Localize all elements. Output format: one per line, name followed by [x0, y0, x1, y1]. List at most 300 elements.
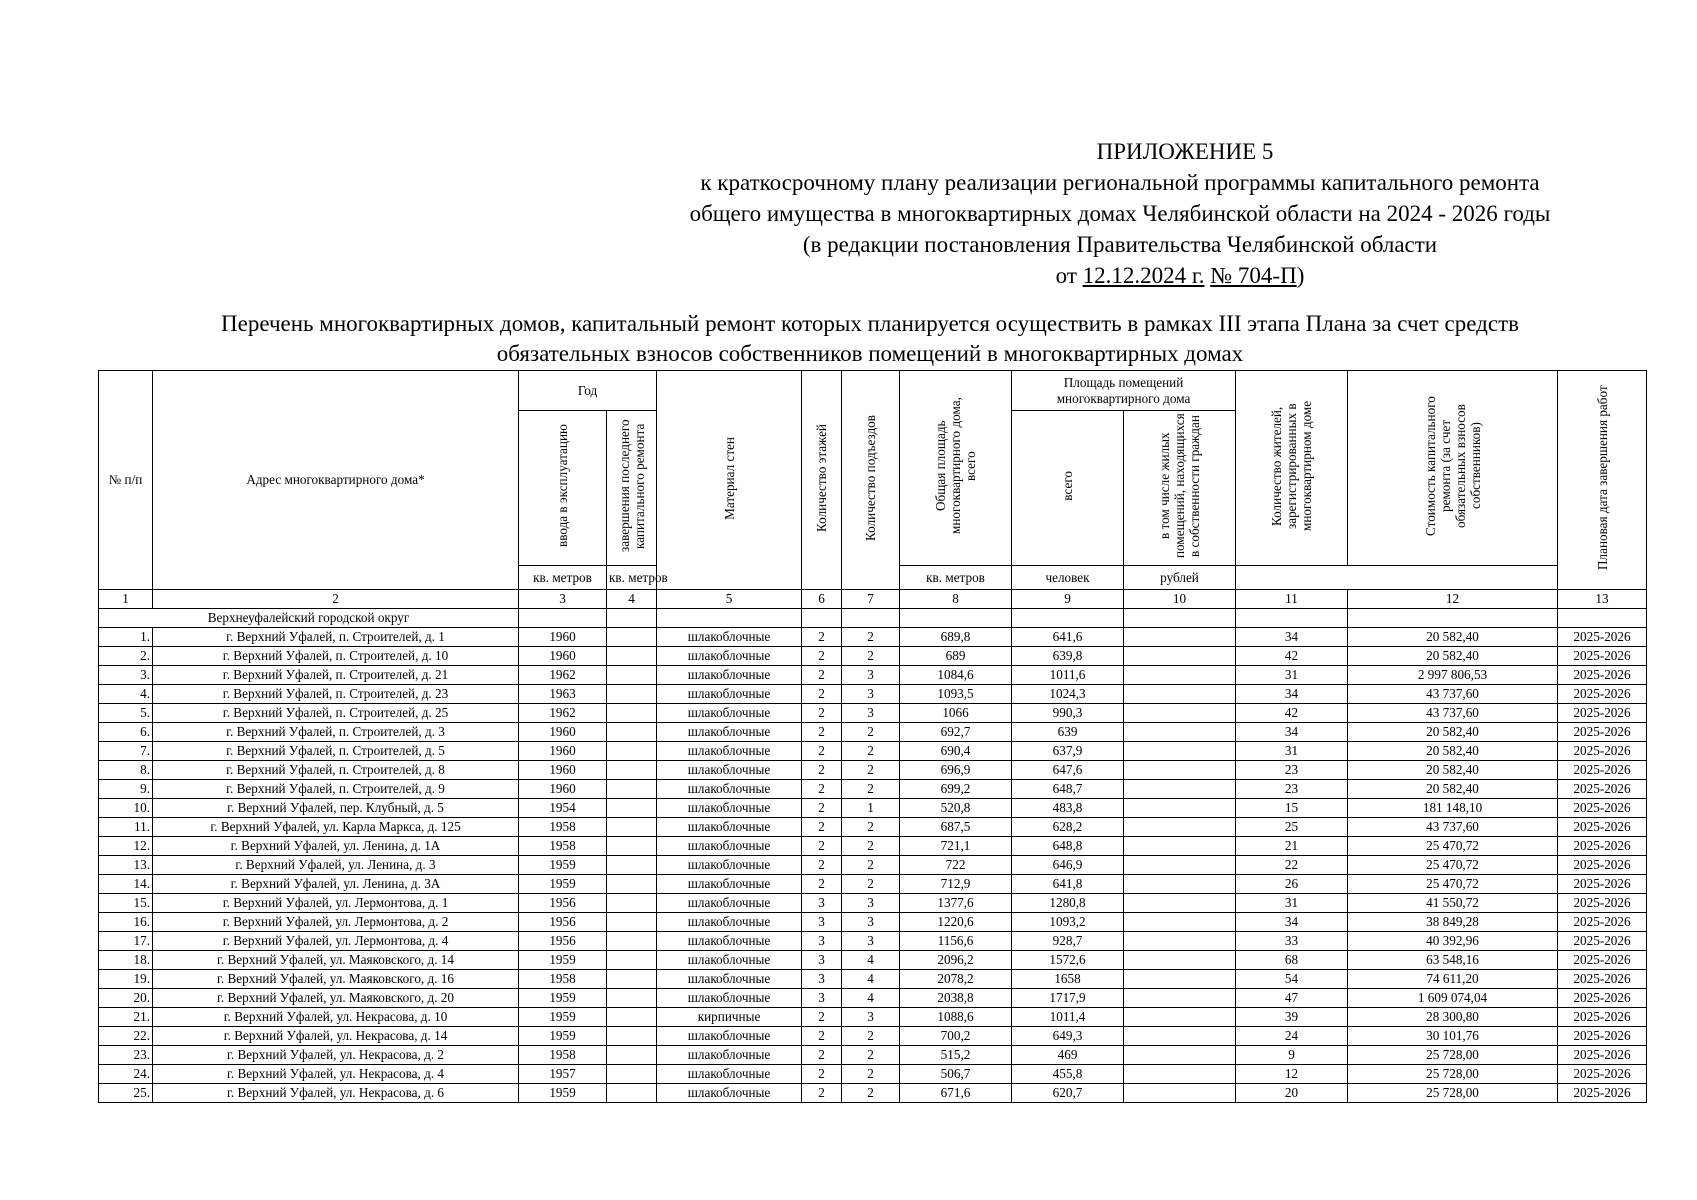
row-floors: 2 — [802, 666, 842, 685]
row-entrances: 3 — [842, 685, 900, 704]
row-entrances: 2 — [842, 723, 900, 742]
row-completion-date: 2025-2026 — [1558, 1065, 1647, 1084]
row-address: г. Верхний Уфалей, ул. Некрасова, д. 10 — [153, 1008, 519, 1027]
header-premises-owned: в том числе жилых помещений, находящихся в собственности граждан — [1124, 411, 1236, 566]
table-row — [99, 818, 1647, 837]
row-residents: 31 — [1236, 742, 1348, 761]
row-year-commission: 1960 — [519, 780, 607, 799]
row-address: г. Верхний Уфалей, ул. Маяковского, д. 20 — [153, 989, 519, 1008]
row-year-commission: 1962 — [519, 704, 607, 723]
row-wall-material: шлакоблочные — [657, 704, 802, 723]
row-number: 11. — [99, 818, 153, 837]
row-year-last-repair — [607, 1065, 657, 1084]
table-row — [99, 1027, 1647, 1046]
row-floors: 2 — [802, 1008, 842, 1027]
row-year-last-repair — [607, 875, 657, 894]
row-address: г. Верхний Уфалей, ул. Лермонтова, д. 4 — [153, 932, 519, 951]
row-premises-owned — [1124, 1065, 1236, 1084]
row-entrances: 2 — [842, 1084, 900, 1103]
row-address: г. Верхний Уфалей, ул. Лермонтова, д. 2 — [153, 913, 519, 932]
row-completion-date: 2025-2026 — [1558, 951, 1647, 970]
row-premises-total: 648,7 — [1012, 780, 1124, 799]
table-row — [99, 1084, 1647, 1103]
row-completion-date: 2025-2026 — [1558, 894, 1647, 913]
row-cost: 20 582,40 — [1348, 780, 1558, 799]
row-wall-material: шлакоблочные — [657, 1046, 802, 1065]
row-total-area: 2038,8 — [900, 989, 1012, 1008]
row-completion-date: 2025-2026 — [1558, 761, 1647, 780]
row-completion-date: 2025-2026 — [1558, 913, 1647, 932]
row-floors: 2 — [802, 685, 842, 704]
row-year-commission: 1958 — [519, 837, 607, 856]
region-empty-cell — [519, 609, 607, 628]
column-number: 12 — [1348, 590, 1558, 609]
header-wall-material: Материал стен — [657, 371, 802, 590]
row-address: г. Верхний Уфалей, п. Строителей, д. 5 — [153, 742, 519, 761]
row-year-last-repair — [607, 704, 657, 723]
row-entrances: 2 — [842, 875, 900, 894]
row-residents: 34 — [1236, 913, 1348, 932]
row-floors: 3 — [802, 970, 842, 989]
row-entrances: 3 — [842, 894, 900, 913]
row-year-last-repair — [607, 685, 657, 704]
row-premises-total: 455,8 — [1012, 1065, 1124, 1084]
row-total-area: 1066 — [900, 704, 1012, 723]
row-number: 9. — [99, 780, 153, 799]
row-number: 7. — [99, 742, 153, 761]
row-premises-owned — [1124, 837, 1236, 856]
table-row — [99, 799, 1647, 818]
row-premises-total: 928,7 — [1012, 932, 1124, 951]
row-number: 19. — [99, 970, 153, 989]
row-premises-owned — [1124, 856, 1236, 875]
row-address: г. Верхний Уфалей, ул. Ленина, д. 1А — [153, 837, 519, 856]
row-wall-material: шлакоблочные — [657, 913, 802, 932]
row-premises-owned — [1124, 818, 1236, 837]
row-floors: 2 — [802, 1046, 842, 1065]
row-year-last-repair — [607, 856, 657, 875]
row-wall-material: шлакоблочные — [657, 989, 802, 1008]
table-row — [99, 989, 1647, 1008]
row-premises-total: 647,6 — [1012, 761, 1124, 780]
row-cost: 63 548,16 — [1348, 951, 1558, 970]
row-premises-owned — [1124, 875, 1236, 894]
region-empty-cell — [842, 609, 900, 628]
row-number: 25. — [99, 1084, 153, 1103]
row-premises-total: 1011,4 — [1012, 1008, 1124, 1027]
row-year-last-repair — [607, 1008, 657, 1027]
row-residents: 20 — [1236, 1084, 1348, 1103]
row-completion-date: 2025-2026 — [1558, 989, 1647, 1008]
row-premises-owned — [1124, 913, 1236, 932]
row-premises-total: 990,3 — [1012, 704, 1124, 723]
table-row — [99, 685, 1647, 704]
region-row — [99, 609, 1647, 628]
row-year-last-repair — [607, 1046, 657, 1065]
row-residents: 22 — [1236, 856, 1348, 875]
row-number: 6. — [99, 723, 153, 742]
row-year-last-repair — [607, 647, 657, 666]
row-number: 14. — [99, 875, 153, 894]
row-floors: 3 — [802, 894, 842, 913]
row-wall-material: шлакоблочные — [657, 875, 802, 894]
row-number: 20. — [99, 989, 153, 1008]
row-year-commission: 1959 — [519, 1084, 607, 1103]
row-cost: 38 849,28 — [1348, 913, 1558, 932]
unit-cost: рублей — [1124, 566, 1236, 590]
row-year-last-repair — [607, 818, 657, 837]
row-number: 2. — [99, 647, 153, 666]
row-cost: 20 582,40 — [1348, 742, 1558, 761]
row-cost: 25 728,00 — [1348, 1084, 1558, 1103]
row-entrances: 2 — [842, 647, 900, 666]
row-year-commission: 1958 — [519, 818, 607, 837]
row-number: 17. — [99, 932, 153, 951]
row-year-last-repair — [607, 932, 657, 951]
row-floors: 3 — [802, 932, 842, 951]
row-wall-material: шлакоблочные — [657, 1084, 802, 1103]
header-year-group: Год — [519, 371, 657, 411]
row-premises-total: 1093,2 — [1012, 913, 1124, 932]
row-premises-owned — [1124, 1008, 1236, 1027]
row-residents: 68 — [1236, 951, 1348, 970]
row-cost: 30 101,76 — [1348, 1027, 1558, 1046]
row-wall-material: шлакоблочные — [657, 761, 802, 780]
row-cost: 43 737,60 — [1348, 704, 1558, 723]
row-residents: 24 — [1236, 1027, 1348, 1046]
column-number: 13 — [1558, 590, 1647, 609]
row-cost: 43 737,60 — [1348, 685, 1558, 704]
row-premises-owned — [1124, 704, 1236, 723]
row-premises-total: 1717,9 — [1012, 989, 1124, 1008]
appendix-title: ПРИЛОЖЕНИЕ 5 — [1096, 139, 1274, 164]
row-completion-date: 2025-2026 — [1558, 647, 1647, 666]
row-premises-total: 641,6 — [1012, 628, 1124, 647]
row-number: 24. — [99, 1065, 153, 1084]
appendix-date-line — [720, 260, 1640, 291]
row-entrances: 2 — [842, 856, 900, 875]
row-cost: 40 392,96 — [1348, 932, 1558, 951]
row-year-commission: 1959 — [519, 1027, 607, 1046]
row-residents: 12 — [1236, 1065, 1348, 1084]
row-wall-material: шлакоблочные — [657, 742, 802, 761]
column-number: 11 — [1236, 590, 1348, 609]
row-year-commission: 1960 — [519, 647, 607, 666]
row-cost: 20 582,40 — [1348, 723, 1558, 742]
row-wall-material: шлакоблочные — [657, 932, 802, 951]
row-wall-material: шлакоблочные — [657, 856, 802, 875]
row-entrances: 2 — [842, 761, 900, 780]
row-cost: 2 997 806,53 — [1348, 666, 1558, 685]
row-number: 3. — [99, 666, 153, 685]
row-premises-owned — [1124, 989, 1236, 1008]
row-premises-total: 620,7 — [1012, 1084, 1124, 1103]
row-floors: 3 — [802, 951, 842, 970]
row-year-last-repair — [607, 951, 657, 970]
row-entrances: 2 — [842, 780, 900, 799]
row-number: 8. — [99, 761, 153, 780]
row-total-area: 506,7 — [900, 1065, 1012, 1084]
row-total-area: 1377,6 — [900, 894, 1012, 913]
row-completion-date: 2025-2026 — [1558, 1027, 1647, 1046]
row-address: г. Верхний Уфалей, ул. Маяковского, д. 16 — [153, 970, 519, 989]
row-entrances: 4 — [842, 970, 900, 989]
row-number: 12. — [99, 837, 153, 856]
row-total-area: 700,2 — [900, 1027, 1012, 1046]
row-premises-total: 641,8 — [1012, 875, 1124, 894]
row-total-area: 722 — [900, 856, 1012, 875]
row-year-last-repair — [607, 799, 657, 818]
row-premises-owned — [1124, 799, 1236, 818]
column-number: 8 — [900, 590, 1012, 609]
row-number: 13. — [99, 856, 153, 875]
row-address: г. Верхний Уфалей, ул. Некрасова, д. 6 — [153, 1084, 519, 1103]
table-row — [99, 780, 1647, 799]
row-completion-date: 2025-2026 — [1558, 932, 1647, 951]
row-premises-owned — [1124, 1046, 1236, 1065]
row-year-last-repair — [607, 742, 657, 761]
row-total-area: 515,2 — [900, 1046, 1012, 1065]
row-residents: 25 — [1236, 818, 1348, 837]
row-floors: 3 — [802, 913, 842, 932]
row-floors: 2 — [802, 818, 842, 837]
region-empty-cell — [802, 609, 842, 628]
row-premises-total: 649,3 — [1012, 1027, 1124, 1046]
row-address: г. Верхний Уфалей, п. Строителей, д. 8 — [153, 761, 519, 780]
row-entrances: 1 — [842, 799, 900, 818]
row-entrances: 3 — [842, 666, 900, 685]
row-wall-material: шлакоблочные — [657, 799, 802, 818]
header-num: № п/п — [99, 371, 153, 590]
table-row — [99, 704, 1647, 723]
row-year-commission: 1960 — [519, 742, 607, 761]
table-row — [99, 742, 1647, 761]
row-total-area: 1156,6 — [900, 932, 1012, 951]
row-residents: 31 — [1236, 894, 1348, 913]
header-premises-group: Площадь помещений многоквартирного дома — [1012, 371, 1236, 411]
row-total-area: 1093,5 — [900, 685, 1012, 704]
table-row — [99, 723, 1647, 742]
row-premises-owned — [1124, 970, 1236, 989]
row-entrances: 2 — [842, 742, 900, 761]
row-premises-owned — [1124, 761, 1236, 780]
row-completion-date: 2025-2026 — [1558, 970, 1647, 989]
row-completion-date: 2025-2026 — [1558, 875, 1647, 894]
table-row — [99, 1008, 1647, 1027]
row-premises-total: 483,8 — [1012, 799, 1124, 818]
row-address: г. Верхний Уфалей, п. Строителей, д. 23 — [153, 685, 519, 704]
unit-premises-total: кв. метров — [607, 566, 657, 590]
table-row — [99, 856, 1647, 875]
header-residents: Количество жителей, зарегистрированных в многоквартирном доме — [1236, 371, 1348, 566]
table-row — [99, 970, 1647, 989]
row-total-area: 696,9 — [900, 761, 1012, 780]
row-completion-date: 2025-2026 — [1558, 742, 1647, 761]
unit-premises-owned: кв. метров — [900, 566, 1012, 590]
row-floors: 2 — [802, 856, 842, 875]
region-empty-cell — [1012, 609, 1124, 628]
row-entrances: 2 — [842, 628, 900, 647]
row-residents: 47 — [1236, 989, 1348, 1008]
row-completion-date: 2025-2026 — [1558, 780, 1647, 799]
row-completion-date: 2025-2026 — [1558, 837, 1647, 856]
row-total-area: 692,7 — [900, 723, 1012, 742]
row-year-commission: 1959 — [519, 856, 607, 875]
row-wall-material: шлакоблочные — [657, 628, 802, 647]
row-residents: 42 — [1236, 704, 1348, 723]
table-row — [99, 932, 1647, 951]
header-floors: Количество этажей — [802, 371, 842, 590]
row-address: г. Верхний Уфалей, ул. Лермонтова, д. 1 — [153, 894, 519, 913]
row-year-commission: 1959 — [519, 1008, 607, 1027]
row-wall-material: шлакоблочные — [657, 666, 802, 685]
row-total-area: 689,8 — [900, 628, 1012, 647]
row-entrances: 4 — [842, 951, 900, 970]
row-completion-date: 2025-2026 — [1558, 799, 1647, 818]
row-address: г. Верхний Уфалей, п. Строителей, д. 10 — [153, 647, 519, 666]
row-year-commission: 1957 — [519, 1065, 607, 1084]
row-entrances: 3 — [842, 932, 900, 951]
row-premises-total: 1280,8 — [1012, 894, 1124, 913]
row-floors: 2 — [802, 1065, 842, 1084]
row-wall-material: шлакоблочные — [657, 951, 802, 970]
table-row — [99, 628, 1647, 647]
row-premises-total: 639 — [1012, 723, 1124, 742]
row-completion-date: 2025-2026 — [1558, 685, 1647, 704]
row-total-area: 2096,2 — [900, 951, 1012, 970]
unit-residents: человек — [1012, 566, 1124, 590]
row-entrances: 2 — [842, 1027, 900, 1046]
row-premises-total: 646,9 — [1012, 856, 1124, 875]
appendix-line-1: к краткосрочному плану реализации региональной программы капитального ремонта — [700, 170, 1540, 195]
row-year-commission: 1956 — [519, 932, 607, 951]
resolution-date: 12.12.2024 г. — [1082, 263, 1205, 288]
row-year-last-repair — [607, 723, 657, 742]
row-total-area: 1088,6 — [900, 1008, 1012, 1027]
row-completion-date: 2025-2026 — [1558, 628, 1647, 647]
row-total-area: 520,8 — [900, 799, 1012, 818]
table-row — [99, 837, 1647, 856]
row-premises-owned — [1124, 780, 1236, 799]
row-completion-date: 2025-2026 — [1558, 723, 1647, 742]
row-floors: 2 — [802, 780, 842, 799]
row-cost: 181 148,10 — [1348, 799, 1558, 818]
row-year-last-repair — [607, 894, 657, 913]
table-row — [99, 647, 1647, 666]
row-total-area: 1220,6 — [900, 913, 1012, 932]
column-number: 10 — [1124, 590, 1236, 609]
row-completion-date: 2025-2026 — [1558, 704, 1647, 723]
row-total-area: 690,4 — [900, 742, 1012, 761]
appendix-header — [600, 136, 1640, 291]
row-number: 21. — [99, 1008, 153, 1027]
row-residents: 21 — [1236, 837, 1348, 856]
row-wall-material: шлакоблочные — [657, 818, 802, 837]
row-residents: 23 — [1236, 780, 1348, 799]
row-completion-date: 2025-2026 — [1558, 856, 1647, 875]
row-premises-total: 1024,3 — [1012, 685, 1124, 704]
row-residents: 34 — [1236, 628, 1348, 647]
row-year-commission: 1956 — [519, 894, 607, 913]
row-address: г. Верхний Уфалей, ул. Некрасова, д. 14 — [153, 1027, 519, 1046]
row-year-commission: 1960 — [519, 723, 607, 742]
row-year-commission: 1959 — [519, 951, 607, 970]
row-year-commission: 1960 — [519, 761, 607, 780]
row-year-commission: 1954 — [519, 799, 607, 818]
region-empty-cell — [1558, 609, 1647, 628]
table-row — [99, 1046, 1647, 1065]
table-row — [99, 761, 1647, 780]
row-number: 15. — [99, 894, 153, 913]
row-year-commission: 1959 — [519, 875, 607, 894]
row-floors: 2 — [802, 1084, 842, 1103]
row-wall-material: шлакоблочные — [657, 837, 802, 856]
row-completion-date: 2025-2026 — [1558, 1046, 1647, 1065]
document-title-line-2: обязательных взносов собственников помещений в многоквартирных домах — [496, 341, 1244, 366]
column-number: 4 — [607, 590, 657, 609]
row-residents: 9 — [1236, 1046, 1348, 1065]
row-entrances: 3 — [842, 913, 900, 932]
row-year-commission: 1962 — [519, 666, 607, 685]
row-cost: 25 470,72 — [1348, 875, 1558, 894]
row-premises-owned — [1124, 742, 1236, 761]
row-premises-total: 628,2 — [1012, 818, 1124, 837]
column-number: 3 — [519, 590, 607, 609]
row-cost: 25 728,00 — [1348, 1046, 1558, 1065]
region-empty-cell — [607, 609, 657, 628]
row-address: г. Верхний Уфалей, пер. Клубный, д. 5 — [153, 799, 519, 818]
row-premises-total: 1658 — [1012, 970, 1124, 989]
row-year-commission: 1958 — [519, 970, 607, 989]
row-total-area: 2078,2 — [900, 970, 1012, 989]
row-total-area: 1084,6 — [900, 666, 1012, 685]
row-cost: 1 609 074,04 — [1348, 989, 1558, 1008]
region-empty-cell — [900, 609, 1012, 628]
row-total-area: 712,9 — [900, 875, 1012, 894]
region-empty-cell — [1124, 609, 1236, 628]
row-floors: 2 — [802, 742, 842, 761]
row-premises-owned — [1124, 951, 1236, 970]
row-floors: 2 — [802, 875, 842, 894]
header-premises-total: всего — [1012, 411, 1124, 566]
row-total-area: 689 — [900, 647, 1012, 666]
row-floors: 2 — [802, 761, 842, 780]
table-row — [99, 875, 1647, 894]
row-premises-total: 648,8 — [1012, 837, 1124, 856]
row-residents: 54 — [1236, 970, 1348, 989]
row-floors: 2 — [802, 647, 842, 666]
row-address: г. Верхний Уфалей, ул. Некрасова, д. 4 — [153, 1065, 519, 1084]
row-year-commission: 1959 — [519, 989, 607, 1008]
row-completion-date: 2025-2026 — [1558, 818, 1647, 837]
row-wall-material: шлакоблочные — [657, 894, 802, 913]
row-residents: 39 — [1236, 1008, 1348, 1027]
header-year-last-repair: завершения последнего капитального ремонта — [607, 411, 657, 566]
header-address: Адрес многоквартирного дома* — [153, 371, 519, 590]
row-floors: 3 — [802, 989, 842, 1008]
row-address: г. Верхний Уфалей, ул. Карла Маркса, д. 125 — [153, 818, 519, 837]
row-residents: 23 — [1236, 761, 1348, 780]
header-entrances: Количество подъездов — [842, 371, 900, 590]
unit-total-area: кв. метров — [519, 566, 607, 590]
row-year-last-repair — [607, 1084, 657, 1103]
row-premises-owned — [1124, 1027, 1236, 1046]
header-cost: Стоимость капитального ремонта (за счет обязательных взносов собственников) — [1348, 371, 1558, 566]
row-wall-material: шлакоблочные — [657, 685, 802, 704]
row-number: 1. — [99, 628, 153, 647]
row-completion-date: 2025-2026 — [1558, 666, 1647, 685]
row-floors: 2 — [802, 799, 842, 818]
